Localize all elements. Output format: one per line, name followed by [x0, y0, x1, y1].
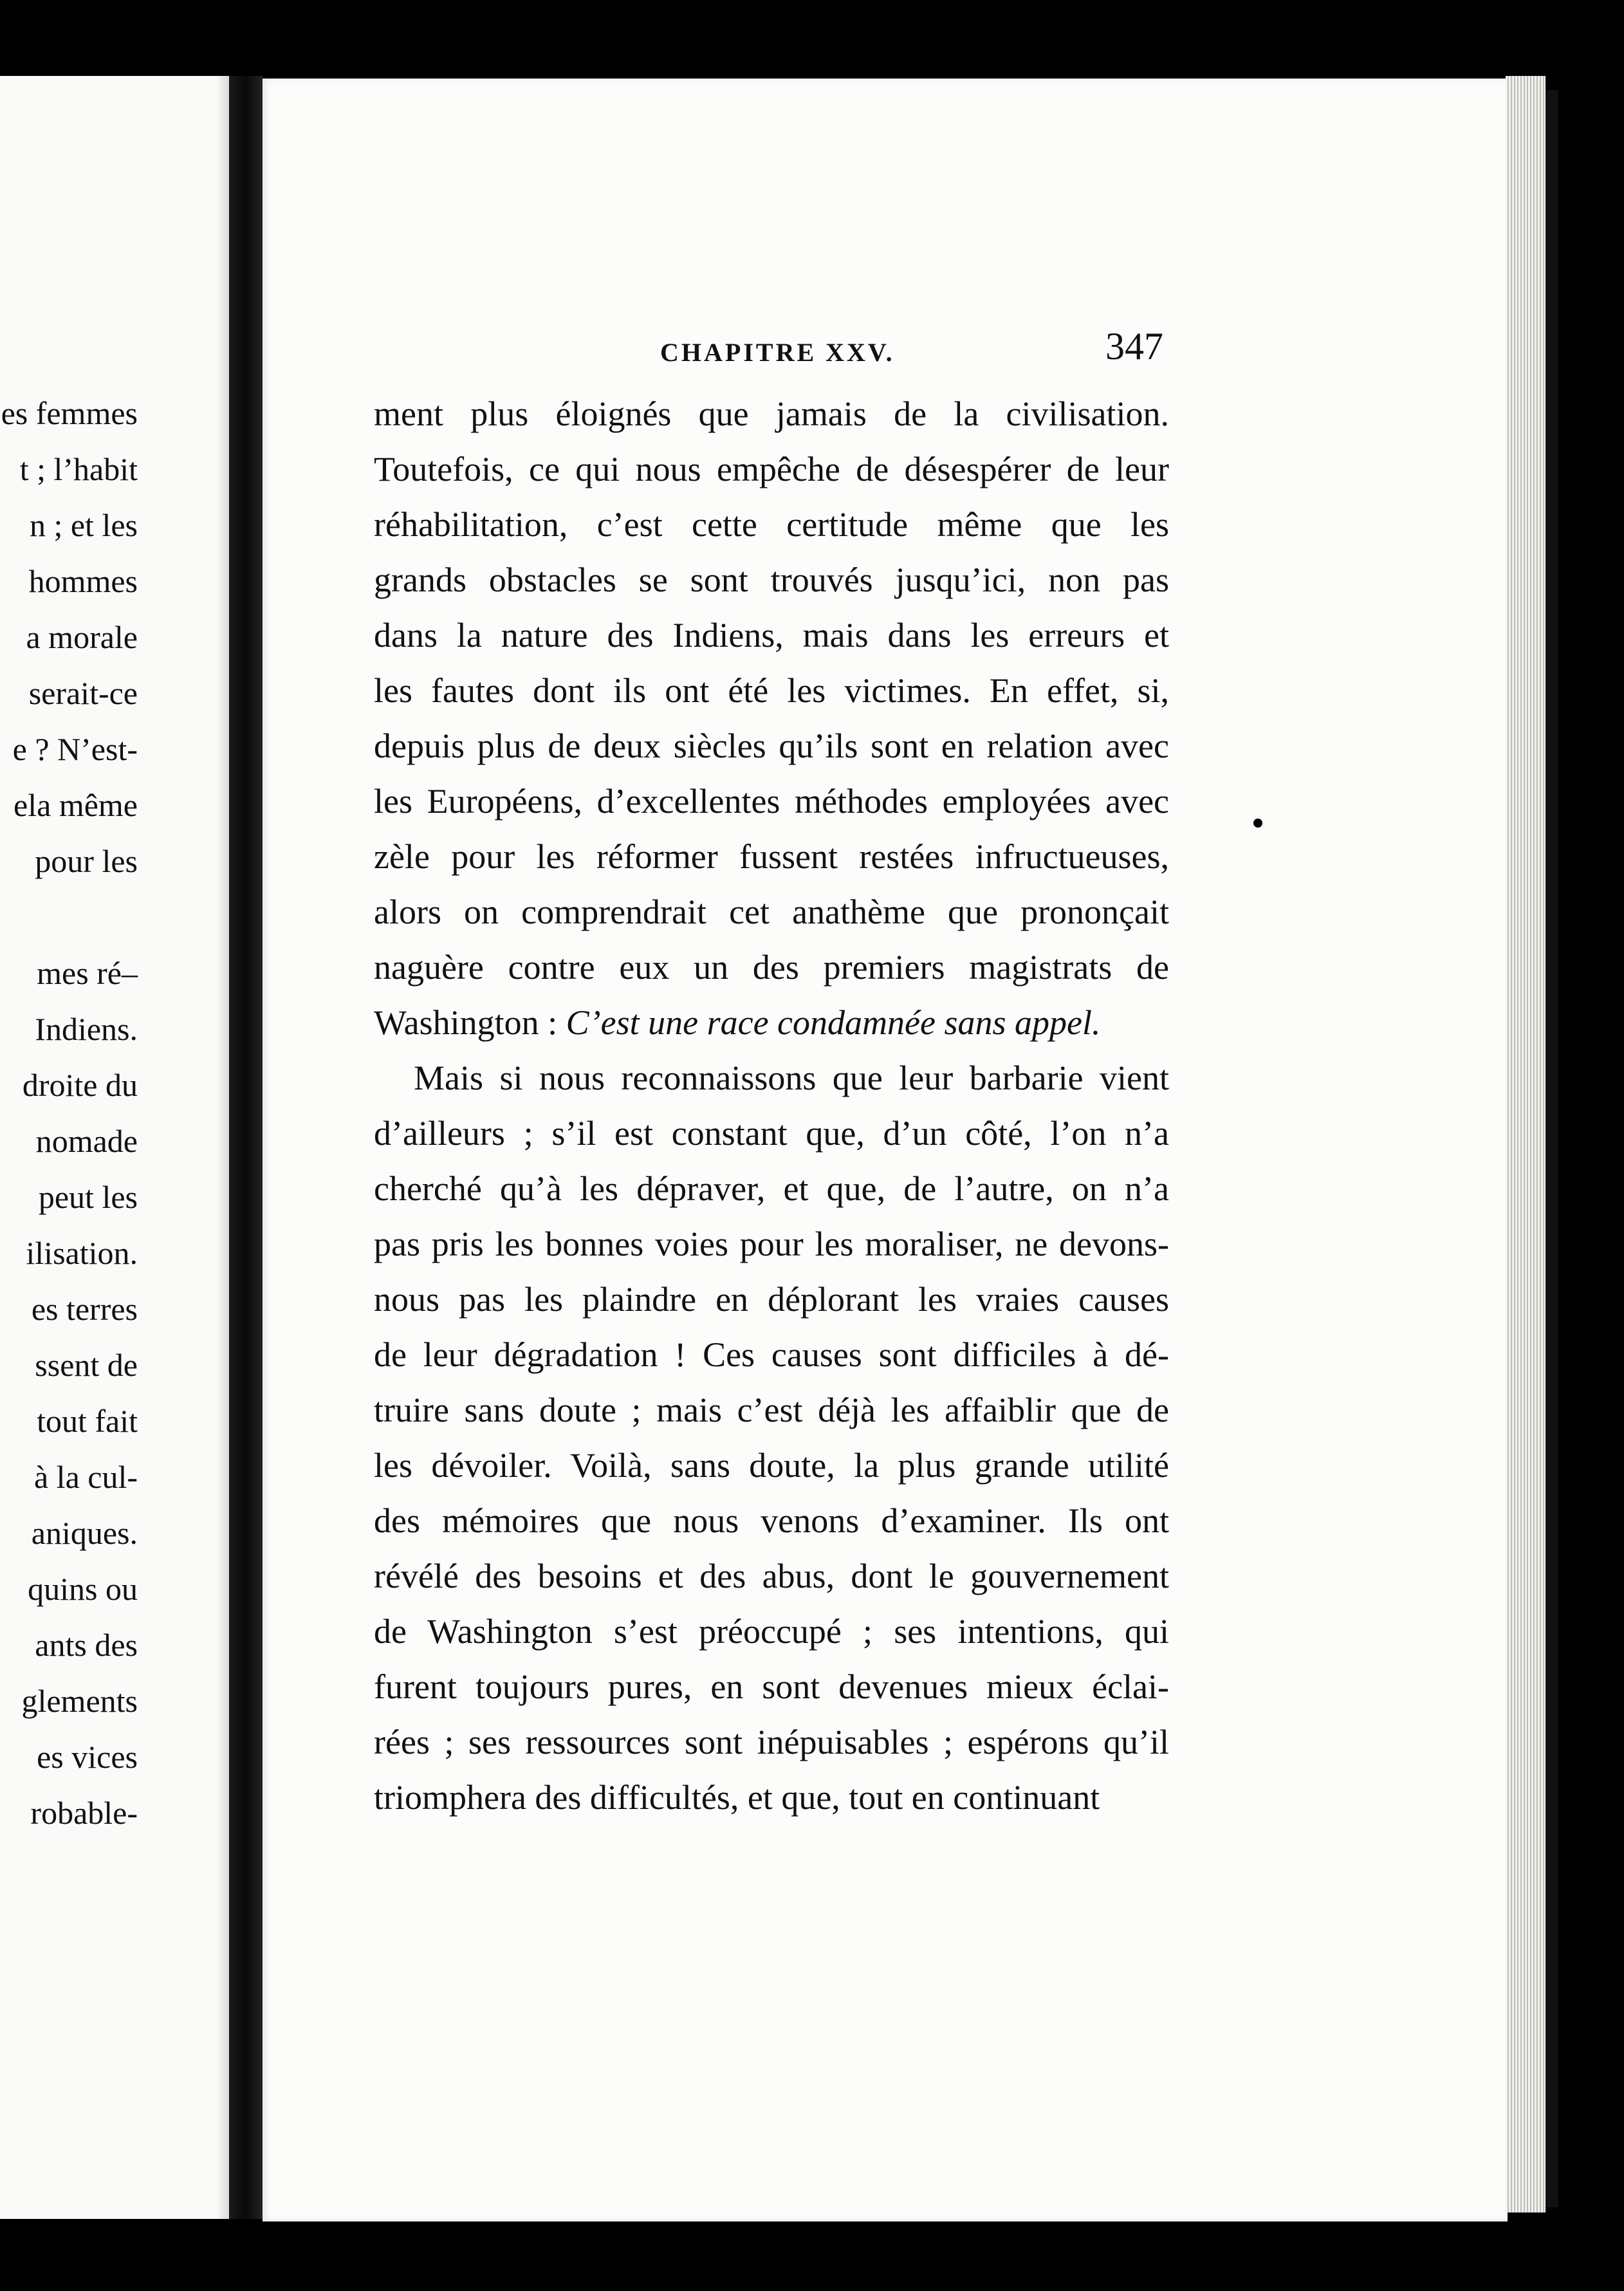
text-line: pas pris les bonnes voies pour les moraliser, ne devons-: [374, 1225, 1169, 1263]
italic-quote: C’est une race condamnée sans appel.: [566, 1003, 1101, 1042]
left-page-gutter-shade: [216, 76, 229, 2219]
left-page-line: t ; l’habit: [19, 451, 138, 487]
left-page-line: es femmes: [1, 395, 138, 431]
left-page-line: aniques.: [31, 1515, 138, 1551]
chapter-title: CHAPITRE XXV.: [660, 338, 895, 367]
text-line: les dévoiler. Voilà, sans doute, la plus grande utilité: [374, 1446, 1169, 1485]
page-number: 347: [1105, 325, 1163, 367]
text-line: alors on comprendrait cet anathème que prononçait: [374, 893, 1169, 931]
left-page-line: e ? N’est-: [12, 731, 138, 767]
left-page-line: tout fait: [37, 1403, 138, 1439]
text-line: révélé des besoins et des abus, dont le gouvernement: [374, 1557, 1169, 1595]
body-text: [374, 386, 1169, 1825]
left-page-line: quins ou: [28, 1571, 138, 1607]
text-line: les Européens, d’excellentes méthodes employées avec: [374, 782, 1169, 821]
left-page-line: a morale: [26, 619, 138, 655]
text-line: rées ; ses ressources sont inépuisables ; espérons qu’il: [374, 1723, 1169, 1761]
text-line: des mémoires que nous venons d’examiner. Ils ont: [374, 1501, 1169, 1540]
left-page-line: serait-ce: [28, 675, 138, 711]
running-head: [263, 323, 1508, 375]
left-page-line: ants des: [35, 1627, 138, 1663]
left-page-line: ilisation.: [26, 1235, 138, 1271]
left-page-line: hommes: [28, 563, 138, 599]
paragraph-1: [374, 386, 1169, 995]
paragraph-2: [374, 1050, 1169, 1825]
left-page-line: ela même: [14, 787, 138, 823]
text-line: dans la nature des Indiens, mais dans les erreurs et: [374, 616, 1169, 654]
text-line: cherché qu’à les dépraver, et que, de l’autre, on n’a: [374, 1169, 1169, 1208]
text-line: de Washington s’est préoccupé ; ses intentions, qui: [374, 1612, 1169, 1651]
page-edges-shadow: [1546, 90, 1558, 2207]
left-page-line: Indiens.: [35, 1011, 138, 1047]
right-page: [263, 79, 1508, 2221]
text-line: de leur dégradation ! Ces causes sont difficiles à dé-: [374, 1335, 1169, 1374]
text-line: depuis plus de deux siècles qu’ils sont en relation avec: [374, 727, 1169, 765]
left-page-line: es vices: [37, 1739, 138, 1775]
left-page-line: peut les: [38, 1179, 138, 1215]
left-page-line: ssent de: [35, 1347, 138, 1383]
left-page-line: es terres: [31, 1291, 138, 1327]
left-page-line: à la cul-: [33, 1459, 138, 1495]
left-page-line: robable-: [30, 1795, 138, 1831]
line-text: Washington :: [374, 1003, 566, 1042]
text-line: Toutefois, ce qui nous empêche de désespérer de leur: [374, 450, 1169, 488]
left-page-line: pour les: [35, 843, 138, 879]
text-line: zèle pour les réformer fussent restées infructueuses,: [374, 837, 1169, 876]
text-line: nous pas les plaindre en déplorant les vraies causes: [374, 1280, 1169, 1319]
left-page-line: glements: [21, 1683, 138, 1719]
text-line: naguère contre eux un des premiers magistrats de: [374, 948, 1169, 987]
text-line: réhabilitation, c’est cette certitude même que les: [374, 505, 1169, 544]
book-spine: [229, 76, 263, 2219]
text-line: triomphera des difficultés, et que, tout en continuant: [374, 1778, 1100, 1817]
text-line: truire sans doute ; mais c’est déjà les affaiblir que de: [374, 1391, 1169, 1429]
text-line: grands obstacles se sont trouvés jusqu’ici, non pas: [374, 561, 1169, 599]
text-line: furent toujours pures, en sont devenues mieux éclai-: [374, 1667, 1169, 1706]
text-line: d’ailleurs ; s’il est constant que, d’un côté, l’on n’a: [374, 1114, 1169, 1153]
left-page-line: n ; et les: [29, 507, 138, 543]
ink-speck: [1253, 819, 1262, 828]
paragraph-1-last-line: [374, 995, 1169, 1050]
text-line: les fautes dont ils ont été les victimes. En effet, si,: [374, 671, 1169, 710]
text-line: Mais si nous reconnaissons que leur barbarie vient: [414, 1059, 1169, 1097]
page-edges: [1506, 76, 1546, 2212]
left-page-line: nomade: [35, 1123, 138, 1159]
left-page-line: mes ré–: [37, 955, 138, 991]
text-line: ment plus éloignés que jamais de la civilisation.: [374, 394, 1169, 433]
left-page: [0, 76, 229, 2219]
left-page-line: droite du: [22, 1067, 138, 1103]
